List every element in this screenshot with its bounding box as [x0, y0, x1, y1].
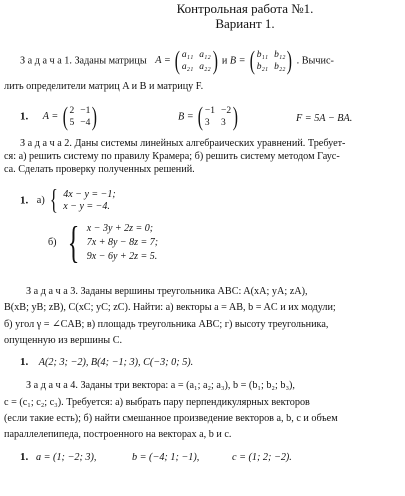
equation: 9x − 6y + 2z = 5. — [86, 251, 158, 262]
matrix-b-given: ( −1 −2 3 3 ) — [197, 102, 239, 131]
task1-number: 1. — [20, 110, 29, 123]
matrix-cell: b₁₂ — [274, 49, 286, 60]
matrix-cell: 3 — [204, 117, 210, 128]
matrix-cell: a₂₁ — [181, 61, 194, 72]
matrix-cell: 3 — [220, 117, 226, 128]
task1-tail: . Вычис- — [296, 55, 334, 67]
task2-number: 1. — [20, 194, 29, 207]
variant-title: Вариант 1. — [215, 16, 275, 31]
vector-a-given: a = (1; −2; 3), — [36, 452, 97, 463]
equation: 7x + 8y − 8z = 7; — [86, 237, 159, 248]
task3-line3: б) угол γ = ∠CAB; в) площадь треугольника ABC; г) высоту треугольника, — [4, 319, 329, 330]
matrix-cell: −2 — [220, 105, 232, 116]
task2-system-a: 1. а) { 4x − y = −1; x − y = −4. — [20, 185, 116, 216]
task2-line3: са. Сделать проверку полученных решений. — [4, 164, 195, 175]
matrix-cell: b₁₁ — [256, 49, 269, 60]
matrix-cell: a₁₁ — [181, 49, 194, 60]
matrix-cell: b₂₁ — [256, 61, 269, 72]
task2-line1: З а д а ч а 2. Даны системы линейных алгебраических уравнений. Требует- — [20, 138, 346, 149]
task1-b-label: B = — [229, 55, 246, 67]
task1-line2: лить определители матриц A и B и матрицу F. — [4, 81, 204, 92]
task3-line1: З а д а ч а 3. Заданы вершины треугольника ABC: A(xA; yA; zA), — [26, 286, 308, 297]
task2-b-label: б) — [48, 237, 57, 248]
task4-number: 1. — [20, 451, 29, 463]
matrix-cell: −4 — [80, 117, 91, 128]
task1-given — [20, 104, 99, 130]
task4-line3: (если такие есть); б) найти смешанное произведение векторов a, b, c и объем — [4, 413, 338, 424]
task1-given-b — [178, 104, 240, 130]
matrix-a-given: ( 2 −1 5 −4 ) — [62, 102, 98, 131]
equation: x − 3y + 2z = 0; — [86, 223, 154, 234]
task1-f-formula: F = 5A − BA. — [296, 113, 353, 124]
matrix-cell: a₂₂ — [199, 61, 211, 72]
task2-a-label: а) — [36, 195, 45, 206]
matrix-cell: 5 — [69, 117, 75, 128]
equation: 4x − y = −1; — [63, 189, 116, 200]
page-title: Контрольная работа №1. — [176, 1, 314, 16]
task1-statement — [20, 48, 334, 74]
task4-line1: З а д а ч а 4. Заданы три вектора: a = (a₁; a₂; a₃), b = (b₁; b₂; b₃), — [26, 380, 295, 391]
task4-given — [20, 451, 28, 464]
task4-line4: параллелепипеда, построенного на векторах a, b и c. — [4, 429, 232, 440]
equation: x − y = −4. — [63, 201, 110, 212]
given-b-label: B = — [178, 111, 194, 123]
matrix-b-symbolic: ( b₁₁ b₁₂ b₂₁ b₂₂ ) — [249, 46, 293, 75]
task2-system-b: б) { x − 3y + 2z = 0; 7x + 8y − 8z = 7; 9x − 6y + 2z = 5. — [48, 218, 159, 267]
task1-a-label: A = — [155, 55, 171, 67]
matrix-cell: 2 — [69, 105, 75, 116]
task3-line2: B(xB; yB; zB), C(xC; yC; zC). Найти: а) векторы a = AB, b = AC и их модули; — [4, 302, 336, 313]
task1-lead: З а д а ч а 1. Заданы матрицы — [20, 55, 147, 67]
matrix-a-symbolic: ( a₁₁ a₁₂ a₂₁ a₂₂ ) — [174, 46, 218, 75]
task4-line2: c = (c₁; c₂; c₃). Требуется: а) выбрать пару перпендикулярных векторов — [4, 397, 310, 408]
task3-line4: опущенную из вершины C. — [4, 335, 123, 346]
vector-b-given: b = (−4; 1; −1), — [132, 452, 200, 463]
vector-c-given: c = (1; 2; −2). — [232, 452, 292, 463]
matrix-cell: −1 — [80, 105, 91, 116]
task3-number: 1. — [20, 356, 29, 368]
task3-vertices: A(2; 3; −2), B(4; −1; 3), C(−3; 0; 5). — [38, 357, 194, 368]
task1-and: и — [221, 55, 228, 67]
matrix-cell: −1 — [204, 105, 215, 116]
given-a-label: A = — [42, 111, 59, 123]
matrix-cell: a₁₂ — [199, 49, 211, 60]
task3-given — [20, 356, 193, 369]
task2-line2: ся: а) решить систему по правилу Крамера; б) решить систему методом Гаус- — [4, 151, 340, 162]
matrix-cell: b₂₂ — [274, 61, 286, 72]
